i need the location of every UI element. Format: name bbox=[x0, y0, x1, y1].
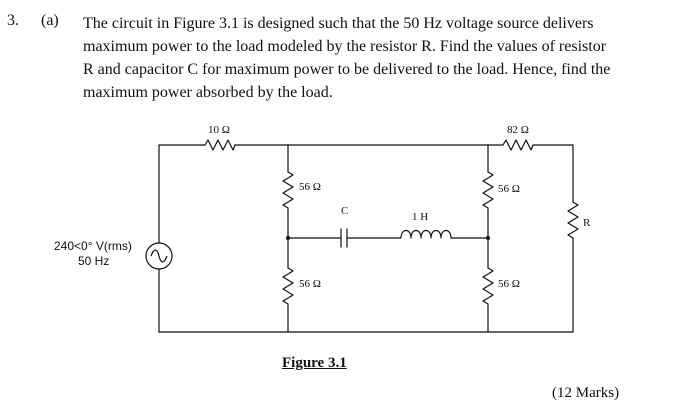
label-left-upper-56: 56 Ω bbox=[299, 181, 321, 193]
question-line: maximum power absorbed by the load. bbox=[83, 84, 333, 101]
resistor-load bbox=[568, 202, 578, 238]
resistor-right-lower bbox=[483, 268, 493, 304]
label-inductor: 1 H bbox=[412, 211, 429, 223]
question-line: maximum power to the load modeled by the resistor R. Find the values of resistor bbox=[83, 38, 607, 55]
label-right-lower-56: 56 Ω bbox=[498, 278, 520, 290]
resistor-10-ohm bbox=[205, 140, 235, 150]
label-right-upper-56: 56 Ω bbox=[498, 183, 520, 195]
resistor-left-upper bbox=[283, 172, 293, 208]
source-label-voltage: 240<0° V(rms) bbox=[54, 239, 132, 253]
inductor-coil bbox=[401, 231, 451, 239]
wire-top-right bbox=[533, 145, 573, 202]
source-label-frequency: 50 Hz bbox=[78, 254, 110, 268]
label-10-ohm: 10 Ω bbox=[208, 124, 230, 136]
question-number: 3. bbox=[7, 12, 19, 29]
resistor-right-upper bbox=[483, 172, 493, 208]
label-capacitor: C bbox=[341, 205, 349, 217]
ac-source-icon bbox=[146, 243, 172, 269]
figure-caption: Figure 3.1 bbox=[282, 355, 347, 371]
resistor-left-lower bbox=[283, 268, 293, 304]
question-line: R and capacitor C for maximum power to be delivered to the load. Hence, find the bbox=[83, 61, 611, 78]
label-load-resistor: R bbox=[583, 217, 591, 229]
label-82-ohm: 82 Ω bbox=[507, 124, 529, 136]
question-part: (a) bbox=[41, 12, 59, 29]
junction-dot bbox=[286, 236, 290, 240]
junction-dot bbox=[486, 236, 490, 240]
marks-label: (12 Marks) bbox=[552, 385, 620, 401]
resistor-82-ohm bbox=[503, 140, 533, 150]
label-left-lower-56: 56 Ω bbox=[299, 278, 321, 290]
question-line: The circuit in Figure 3.1 is designed such that the 50 Hz voltage source delivers bbox=[83, 15, 594, 32]
